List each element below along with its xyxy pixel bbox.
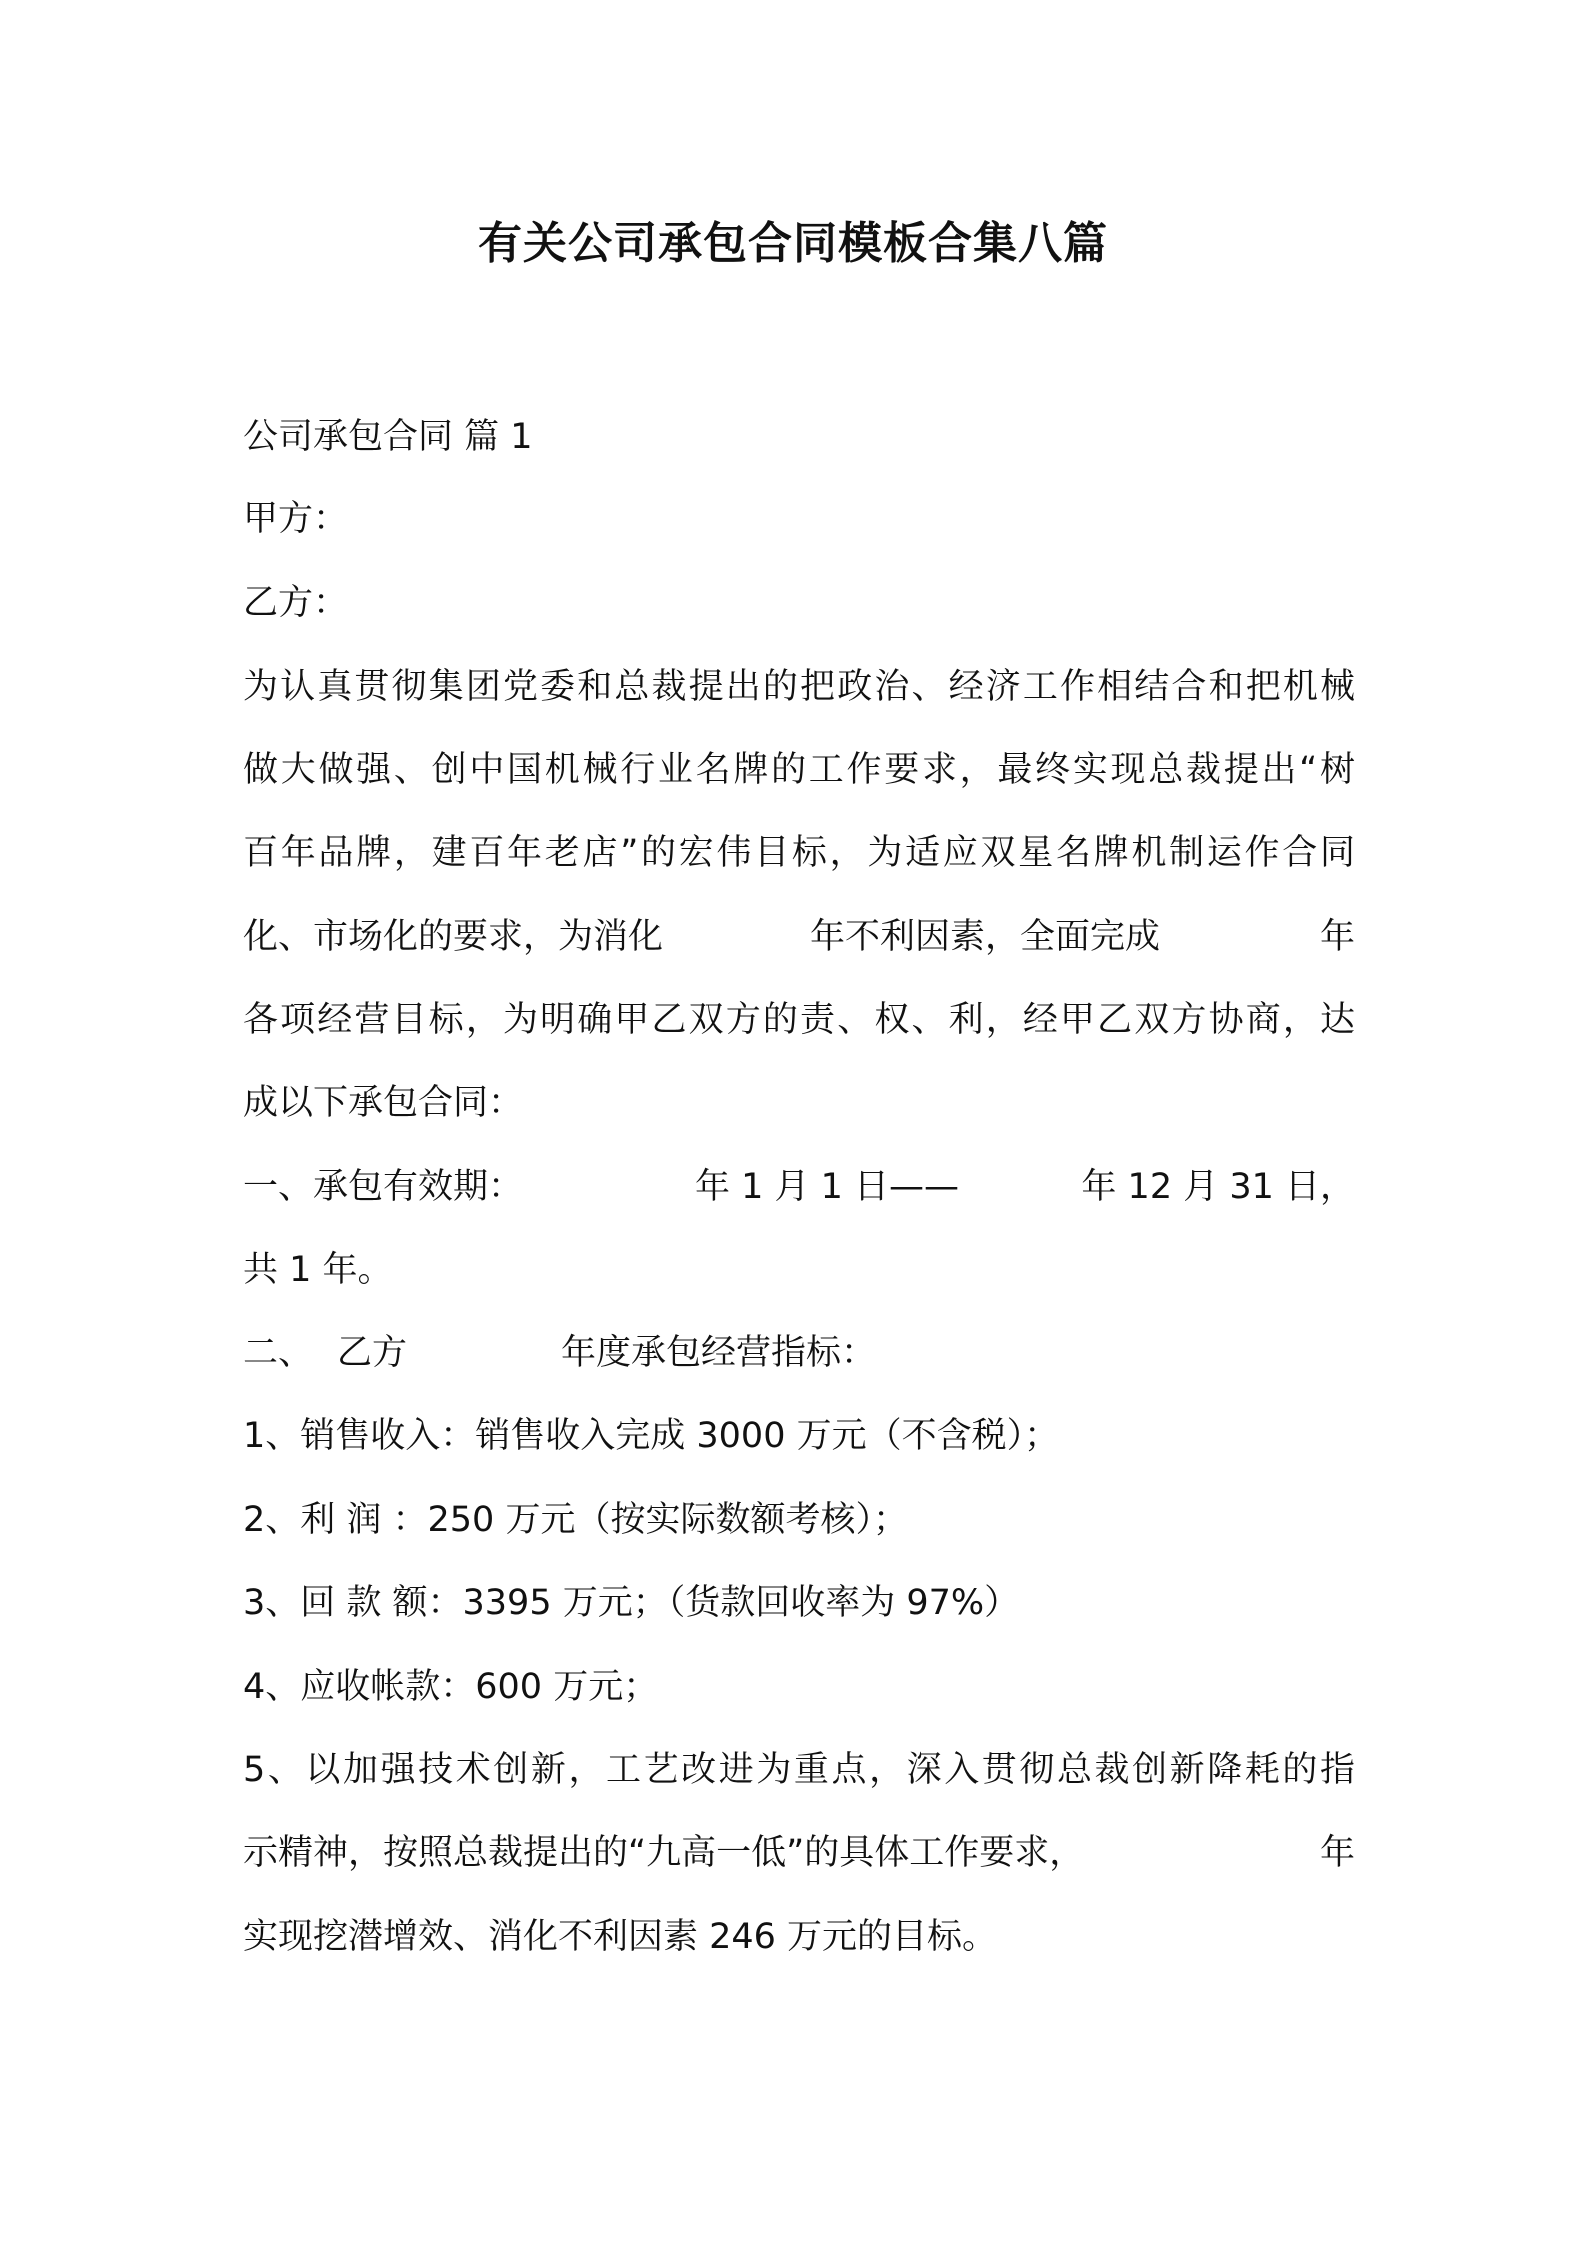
- preamble-line-4-part-2: 年不利因素，全面完成: [810, 917, 1161, 957]
- item-2: 2、利 润 ：250 万元（按实际数额考核）；: [243, 1500, 908, 1540]
- item-3: 3、回 款 额：3395 万元；（货款回收率为 97%）: [243, 1583, 1020, 1623]
- preamble-line-2: 做大做强、创中国机械行业名牌的工作要求，最终实现总裁提出“树: [243, 750, 1355, 790]
- document-title: 有关公司承包合同模板合集八篇: [478, 218, 1108, 269]
- indicators-heading-part-3: 年度承包经营指标：: [561, 1333, 877, 1373]
- preamble-line-6: 成以下承包合同：: [243, 1083, 524, 1123]
- party-b-label: 乙方：: [243, 583, 349, 623]
- item-1: 1、销售收入：销售收入完成 3000 万元（不含税）；: [243, 1416, 1060, 1456]
- term-line-part-1: 一、承包有效期：: [243, 1167, 524, 1207]
- item-4: 4、应收帐款：600 万元；: [243, 1667, 659, 1707]
- preamble-line-4-part-1: 化、市场化的要求，为消化: [243, 917, 664, 957]
- term-line-2: 共 1 年。: [243, 1250, 393, 1290]
- party-a-label: 甲方：: [243, 499, 349, 539]
- indicators-heading-part-1: 二、: [243, 1333, 314, 1373]
- preamble-line-1: 为认真贯彻集团党委和总裁提出的把政治、经济工作相结合和把机械: [243, 667, 1355, 707]
- item-5-line-3: 实现挖潜增效、消化不利因素 246 万元的目标。: [243, 1917, 998, 1957]
- preamble-line-5: 各项经营目标，为明确甲乙双方的责、权、利，经甲乙双方协商，达: [243, 1000, 1355, 1040]
- term-line-part-2: 年 1 月 1 日——: [695, 1167, 960, 1207]
- section-heading: 公司承包合同 篇 1: [243, 417, 533, 457]
- item-5-line-2-part-1: 示精神，按照总裁提出的“九高一低”的具体工作要求，: [243, 1833, 1085, 1873]
- indicators-heading-part-2: 乙方: [337, 1333, 408, 1373]
- preamble-line-3: 百年品牌，建百年老店”的宏伟目标，为适应双星名牌机制运作合同: [243, 833, 1355, 873]
- preamble-line-4-part-3: 年: [1319, 917, 1355, 957]
- item-5-line-1: 5、以加强技术创新，工艺改进为重点，深入贯彻总裁创新降耗的指: [243, 1750, 1355, 1790]
- term-line-part-3: 年 12 月 31 日，: [1081, 1167, 1355, 1207]
- item-5-line-2-part-2: 年: [1319, 1833, 1355, 1873]
